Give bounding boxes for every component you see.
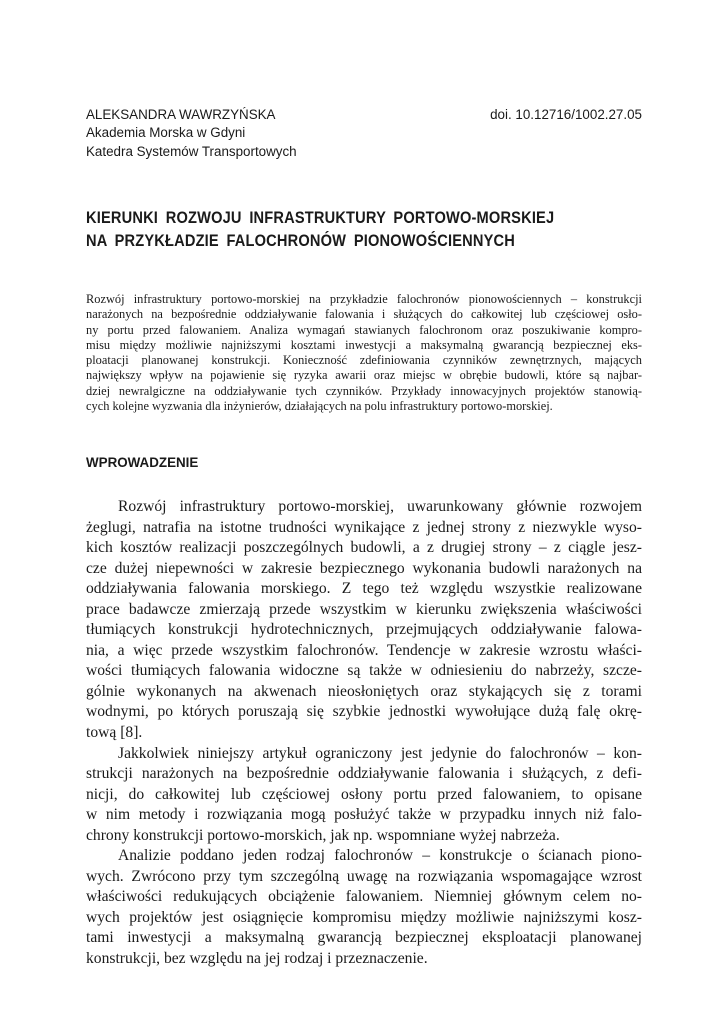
abstract-line: ny portu przed falowaniem. Analiza wymagań stawianych falochronom oraz poszukiwanie kompro-	[86, 322, 642, 337]
body-line: w nim metody i rozwiązania mogą posłużyć także w przypadku innych niż falo-	[86, 806, 642, 824]
body-line: oddziaływania falowania morskiego. Z tego też względu wszystkie realizowane	[86, 580, 642, 598]
body-line: wodnymi, po których poruszają się szybkie jednostki wywołujące dużą falę okrę-	[86, 703, 642, 721]
body-line: nicji, do całkowitej lub częściowej osłony portu przed falowaniem, to opisane	[86, 785, 642, 803]
body-line: właściwości redukujących obciążenie falowaniem. Niemniej głównym celem no-	[86, 888, 642, 906]
affiliation-department: Katedra Systemów Transportowych	[86, 143, 297, 159]
body-line: żeglugi, natrafia na istotne trudności wynikające z jednej strony z niezwykle wyso-	[86, 518, 642, 536]
body-line: wości tłumiących falowania widoczne są także w odniesieniu do nabrzeży, szcze-	[86, 662, 642, 680]
abstract-line: Rozwój infrastruktury portowo-morskiej na przykładzie falochronów pionowościennych – konstrukcji	[86, 292, 642, 306]
body-text	[86, 497, 642, 970]
body-line: cze dużej niepewności w zakresie bezpiecznego wykonania budowli narażonych na	[86, 559, 642, 577]
body-line: prace badawcze zmierzają przede wszystkim w kierunku zwiększenia właściwości	[86, 600, 642, 618]
body-line: tami inwestycji a maksymalną gwarancją bezpiecznej eksploatacji planowanej	[86, 929, 642, 947]
abstract-line: cych kolejne wyzwania dla inżynierów, działających na polu infrastruktury portowo-morskiej.	[86, 399, 553, 414]
paper-title	[86, 206, 568, 252]
abstract-line: dziej newralgiczne na oddziaływanie tych czynników. Przykłady innowacyjnych projektów stanowią-	[86, 383, 642, 398]
body-line: konstrukcji, bez względu na jej rodzaj i przeznaczenie.	[86, 950, 428, 968]
affiliation-institution: Akademia Morska w Gdyni	[86, 125, 246, 141]
body-line: nia, a więc przede wszystkim falochronów. Tendencje w zakresie wzrostu właści-	[86, 641, 642, 659]
doi-identifier: doi. 10.12716/1002.27.05	[490, 107, 642, 122]
body-line: wych. Zwrócono przy tym szczególną uwagę na rozwiązania wspomagające wzrost	[86, 867, 642, 885]
body-line: kich kosztów realizacji poszczególnych budowli, a z drugiej strony – z ciągle jesz-	[86, 539, 642, 557]
title-line: KIERUNKI ROZWOJU INFRASTRUKTURY PORTOWO-MORSKIEJ	[86, 208, 555, 227]
paragraph	[86, 497, 642, 744]
body-line: Jakkolwiek niniejszy artykuł ograniczony jest jedynie do falochronów – kon-	[118, 744, 642, 762]
abstract-line: największy wpływ na pojawienie się ryzyka awarii oraz miejsc w obrębie budowli, które są najbar-	[86, 368, 642, 383]
author-name: ALEKSANDRA WAWRZYŃSKA	[86, 107, 276, 122]
paper-header	[86, 106, 642, 161]
body-line: Analizie poddano jeden rodzaj falochronów – konstrukcje o ścianach piono-	[118, 847, 642, 865]
abstract-line: misu między możliwie najniższymi kosztami inwestycji a maksymalną gwarancją bezpiecznej eks-	[86, 337, 642, 352]
body-line: tową [8].	[86, 724, 143, 742]
paragraph	[86, 744, 642, 847]
abstract-line: ploatacji planowanej konstrukcji. Konieczność zdefiniowania czynników zewnętrznych, mających	[86, 353, 642, 368]
body-line: Rozwój infrastruktury portowo-morskiej, uwarunkowany głównie rozwojem	[118, 498, 642, 515]
section-heading: WPROWADZENIE	[86, 455, 199, 470]
body-line: tłumiących konstrukcji hydrotechnicznych, przejmujących oddziaływanie falowa-	[86, 621, 642, 639]
header-top-row	[86, 106, 642, 124]
body-line: wych projektów jest osiągnięcie kompromisu między możliwie najniższymi kosz-	[86, 908, 642, 926]
body-line: gólnie wykonanych na akwenach nieosłoniętych oraz stykających się z torami	[86, 682, 642, 700]
body-line: strukcji narażonych na bezpośrednie oddziaływanie falowania i służących, z defi-	[86, 765, 642, 783]
title-line: NA PRZYKŁADZIE FALOCHRONÓW PIONOWOŚCIENNYCH	[86, 231, 515, 250]
abstract-line: narażonych na bezpośrednie oddziaływanie falowania i służących do całkowitej lub częściowej osło-	[86, 307, 642, 322]
body-line: chrony konstrukcji portowo-morskich, jak np. wspomniane wyżej nabrzeża.	[86, 826, 560, 844]
abstract	[86, 292, 642, 414]
paragraph	[86, 846, 642, 969]
